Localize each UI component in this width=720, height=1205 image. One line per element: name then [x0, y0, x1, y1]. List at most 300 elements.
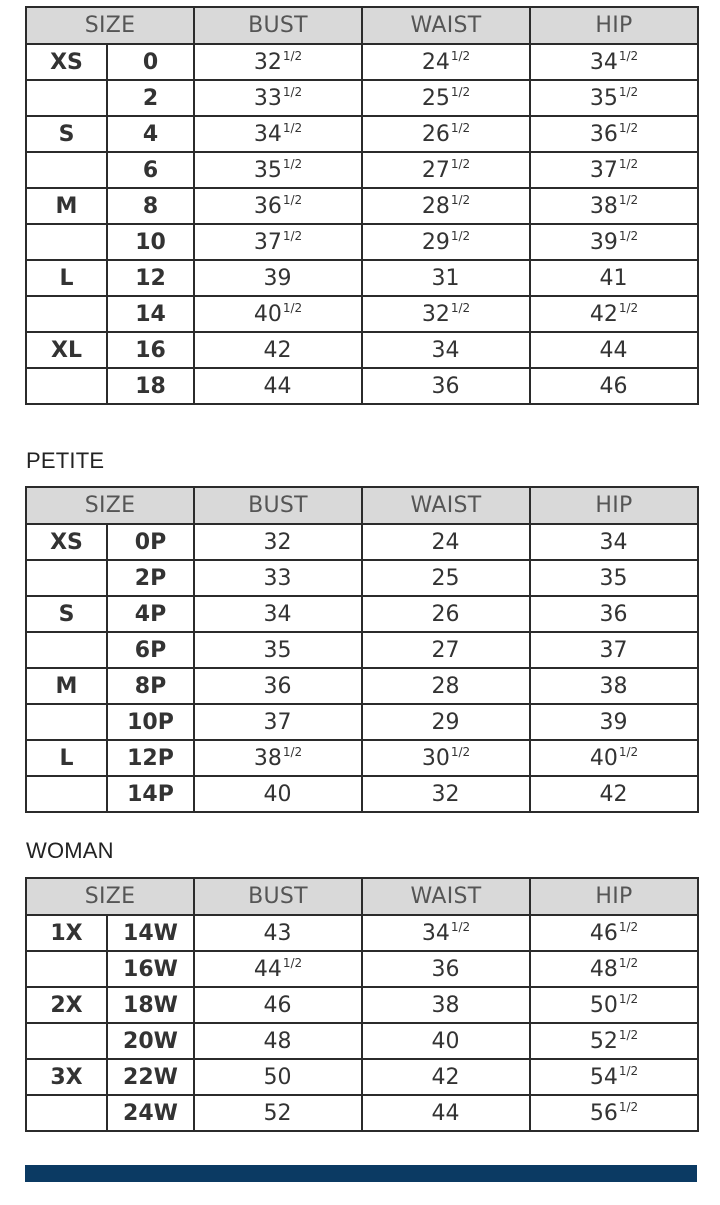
size-number-cell — [107, 632, 194, 668]
waist-cell — [362, 332, 530, 368]
bust-cell-fraction: 1/2 — [282, 157, 303, 171]
size-number-cell-value: 22W — [123, 1064, 178, 1090]
hip-cell — [530, 152, 698, 188]
table-row — [26, 915, 698, 951]
size-label-cell-value: XS — [50, 49, 83, 75]
bust-cell — [194, 915, 362, 951]
hip-cell — [530, 1059, 698, 1095]
size-number-cell — [107, 224, 194, 260]
table-row — [26, 260, 698, 296]
table-body — [26, 524, 698, 812]
hip-cell-value: 34 — [599, 530, 628, 555]
bust-cell — [194, 152, 362, 188]
waist-cell-fraction: 1/2 — [450, 157, 471, 171]
size-number-cell — [107, 987, 194, 1023]
size-number-cell-value: 20W — [123, 1028, 178, 1054]
size-label-cell — [26, 152, 107, 188]
hip-cell-value: 42 — [599, 782, 628, 807]
table-body — [26, 915, 698, 1131]
size-number-cell — [107, 116, 194, 152]
size-label-cell-value: 3X — [50, 1064, 83, 1090]
hip-cell-fraction: 1/2 — [618, 920, 639, 934]
table-row — [26, 560, 698, 596]
size-label-cell — [26, 951, 107, 987]
waist-cell — [362, 776, 530, 812]
size-number-cell-value: 2P — [134, 565, 167, 591]
bust-cell — [194, 368, 362, 404]
waist-cell-value: 29 — [421, 230, 450, 255]
waist-cell — [362, 632, 530, 668]
header-bust: BUST — [194, 878, 362, 915]
table-row — [26, 668, 698, 704]
hip-cell-fraction: 1/2 — [618, 1064, 639, 1078]
bust-cell — [194, 224, 362, 260]
size-label-cell — [26, 776, 107, 812]
bust-cell-value: 46 — [263, 993, 292, 1018]
bust-cell-value: 42 — [263, 338, 292, 363]
bust-cell — [194, 668, 362, 704]
hip-cell — [530, 632, 698, 668]
size-label-cell-value: S — [58, 601, 75, 627]
size-number-cell-value: 18W — [123, 992, 178, 1018]
header-hip: HIP — [530, 7, 698, 44]
bust-cell — [194, 1095, 362, 1131]
header-size: SIZE — [26, 487, 194, 524]
size-number-cell-value: 14W — [123, 920, 178, 946]
table-row — [26, 951, 698, 987]
waist-cell-value: 27 — [431, 638, 460, 663]
hip-cell-value: 34 — [589, 50, 618, 75]
size-label-cell — [26, 704, 107, 740]
bust-cell-value: 38 — [253, 746, 282, 771]
bust-cell-fraction: 1/2 — [282, 193, 303, 207]
bust-cell — [194, 80, 362, 116]
table-row — [26, 740, 698, 776]
waist-cell — [362, 152, 530, 188]
table-row — [26, 524, 698, 560]
table-row — [26, 632, 698, 668]
waist-cell — [362, 987, 530, 1023]
bust-cell — [194, 776, 362, 812]
size-number-cell-value: 4P — [134, 601, 167, 627]
header-waist: WAIST — [362, 487, 530, 524]
size-number-cell-value: 16W — [123, 956, 178, 982]
hip-cell-fraction: 1/2 — [618, 49, 639, 63]
waist-cell — [362, 188, 530, 224]
header-bust: BUST — [194, 487, 362, 524]
waist-cell — [362, 80, 530, 116]
size-table-petite — [25, 486, 699, 813]
bust-cell-value: 36 — [253, 194, 282, 219]
footer-bar — [25, 1165, 697, 1182]
hip-cell-fraction: 1/2 — [618, 157, 639, 171]
hip-cell — [530, 987, 698, 1023]
size-number-cell-value: 2 — [142, 85, 159, 111]
hip-cell — [530, 332, 698, 368]
waist-cell-value: 30 — [421, 746, 450, 771]
bust-cell-value: 44 — [253, 957, 282, 982]
table-row — [26, 1095, 698, 1131]
hip-cell-value: 35 — [589, 86, 618, 111]
size-number-cell — [107, 776, 194, 812]
size-number-cell — [107, 368, 194, 404]
bust-cell — [194, 260, 362, 296]
waist-cell-value: 25 — [421, 86, 450, 111]
size-label-cell — [26, 1023, 107, 1059]
bust-cell — [194, 116, 362, 152]
waist-cell — [362, 704, 530, 740]
size-label-cell-value: XL — [51, 337, 82, 363]
bust-cell-value: 36 — [263, 674, 292, 699]
size-label-cell — [26, 80, 107, 116]
hip-cell-value: 50 — [589, 993, 618, 1018]
size-number-cell — [107, 704, 194, 740]
header-hip: HIP — [530, 487, 698, 524]
hip-cell-fraction: 1/2 — [618, 956, 639, 970]
hip-cell — [530, 296, 698, 332]
size-table-woman — [25, 877, 699, 1132]
hip-cell-value: 39 — [599, 710, 628, 735]
size-label-cell-value: M — [55, 193, 78, 219]
header-size: SIZE — [26, 878, 194, 915]
bust-cell-fraction: 1/2 — [282, 229, 303, 243]
size-number-cell — [107, 260, 194, 296]
waist-cell — [362, 296, 530, 332]
size-label-cell — [26, 560, 107, 596]
hip-cell-fraction: 1/2 — [618, 229, 639, 243]
size-label-cell-value: L — [59, 265, 74, 291]
bust-cell — [194, 596, 362, 632]
bust-cell — [194, 560, 362, 596]
size-number-cell — [107, 668, 194, 704]
hip-cell-fraction: 1/2 — [618, 301, 639, 315]
bust-cell-value: 52 — [263, 1101, 292, 1126]
bust-cell-value: 48 — [263, 1029, 292, 1054]
table-row — [26, 44, 698, 80]
waist-cell-fraction: 1/2 — [450, 193, 471, 207]
size-number-cell — [107, 44, 194, 80]
waist-cell-value: 27 — [421, 158, 450, 183]
hip-cell-fraction: 1/2 — [618, 992, 639, 1006]
waist-cell — [362, 1095, 530, 1131]
size-table-misses — [25, 6, 699, 405]
hip-cell — [530, 915, 698, 951]
bust-cell — [194, 44, 362, 80]
bust-cell-value: 37 — [263, 710, 292, 735]
table-row — [26, 116, 698, 152]
table-row — [26, 296, 698, 332]
hip-cell-fraction: 1/2 — [618, 1100, 639, 1114]
waist-cell-value: 44 — [431, 1101, 460, 1126]
table-row — [26, 776, 698, 812]
waist-cell — [362, 260, 530, 296]
hip-cell-value: 46 — [599, 374, 628, 399]
waist-cell-fraction: 1/2 — [450, 229, 471, 243]
waist-cell-value: 26 — [421, 122, 450, 147]
bust-cell — [194, 524, 362, 560]
table-row — [26, 704, 698, 740]
waist-cell — [362, 116, 530, 152]
size-number-cell — [107, 1059, 194, 1095]
hip-cell — [530, 596, 698, 632]
size-label-cell — [26, 987, 107, 1023]
size-label-cell-value: L — [59, 745, 74, 771]
waist-cell-value: 28 — [421, 194, 450, 219]
size-number-cell-value: 6P — [134, 637, 167, 663]
bust-cell-fraction: 1/2 — [282, 301, 303, 315]
bust-cell — [194, 740, 362, 776]
size-number-cell-value: 14P — [127, 781, 174, 807]
size-number-cell — [107, 915, 194, 951]
bust-cell — [194, 1023, 362, 1059]
bust-cell-fraction: 1/2 — [282, 121, 303, 135]
header-bust: BUST — [194, 7, 362, 44]
header-waist: WAIST — [362, 7, 530, 44]
waist-cell-value: 24 — [431, 530, 460, 555]
bust-cell-value: 39 — [263, 266, 292, 291]
size-label-cell — [26, 1095, 107, 1131]
waist-cell-value: 32 — [431, 782, 460, 807]
table-row — [26, 224, 698, 260]
size-label-cell — [26, 740, 107, 776]
size-number-cell — [107, 332, 194, 368]
table-row — [26, 987, 698, 1023]
bust-cell — [194, 1059, 362, 1095]
waist-cell-value: 38 — [431, 993, 460, 1018]
bust-cell-value: 44 — [263, 374, 292, 399]
waist-cell — [362, 1023, 530, 1059]
size-label-cell — [26, 260, 107, 296]
size-label-cell — [26, 915, 107, 951]
waist-cell-value: 36 — [431, 957, 460, 982]
size-number-cell — [107, 188, 194, 224]
size-label-cell — [26, 44, 107, 80]
hip-cell-value: 38 — [589, 194, 618, 219]
header-size: SIZE — [26, 7, 194, 44]
bust-cell-value: 40 — [253, 302, 282, 327]
hip-cell — [530, 776, 698, 812]
hip-cell-value: 40 — [589, 746, 618, 771]
waist-cell-value: 26 — [431, 602, 460, 627]
bust-cell — [194, 332, 362, 368]
size-number-cell — [107, 596, 194, 632]
bust-cell-value: 33 — [263, 566, 292, 591]
size-number-cell-value: 14 — [135, 301, 166, 327]
waist-cell-value: 32 — [421, 302, 450, 327]
waist-cell-value: 28 — [431, 674, 460, 699]
hip-cell-value: 46 — [589, 921, 618, 946]
waist-cell — [362, 44, 530, 80]
hip-cell — [530, 704, 698, 740]
hip-cell-value: 36 — [589, 122, 618, 147]
size-label-cell — [26, 596, 107, 632]
size-number-cell — [107, 296, 194, 332]
waist-cell-value: 34 — [421, 921, 450, 946]
table-row — [26, 152, 698, 188]
bust-cell-fraction: 1/2 — [282, 49, 303, 63]
hip-cell-value: 42 — [589, 302, 618, 327]
section-title-petite: PETITE — [26, 448, 105, 473]
hip-cell — [530, 224, 698, 260]
waist-cell — [362, 740, 530, 776]
waist-cell-value: 40 — [431, 1029, 460, 1054]
size-number-cell-value: 12P — [127, 745, 174, 771]
bust-cell-fraction: 1/2 — [282, 956, 303, 970]
size-label-cell — [26, 188, 107, 224]
hip-cell — [530, 116, 698, 152]
hip-cell-value: 38 — [599, 674, 628, 699]
table-header-row — [26, 487, 698, 524]
size-number-cell — [107, 951, 194, 987]
size-label-cell — [26, 332, 107, 368]
size-number-cell-value: 12 — [135, 265, 166, 291]
hip-cell — [530, 1023, 698, 1059]
bust-cell — [194, 987, 362, 1023]
waist-cell — [362, 224, 530, 260]
hip-cell — [530, 1095, 698, 1131]
bust-cell-fraction: 1/2 — [282, 85, 303, 99]
hip-cell — [530, 524, 698, 560]
size-label-cell — [26, 1059, 107, 1095]
size-label-cell — [26, 668, 107, 704]
waist-cell — [362, 951, 530, 987]
table-body — [26, 44, 698, 404]
bust-cell-value: 40 — [263, 782, 292, 807]
size-label-cell-value: XS — [50, 529, 83, 555]
size-label-cell — [26, 296, 107, 332]
size-number-cell-value: 18 — [135, 373, 166, 399]
hip-cell-fraction: 1/2 — [618, 745, 639, 759]
hip-cell-value: 54 — [589, 1065, 618, 1090]
waist-cell-fraction: 1/2 — [450, 85, 471, 99]
waist-cell-value: 25 — [431, 566, 460, 591]
hip-cell — [530, 668, 698, 704]
waist-cell-value: 34 — [431, 338, 460, 363]
waist-cell — [362, 668, 530, 704]
waist-cell-value: 24 — [421, 50, 450, 75]
hip-cell-value: 56 — [589, 1101, 618, 1126]
waist-cell-value: 29 — [431, 710, 460, 735]
hip-cell-value: 41 — [599, 266, 628, 291]
bust-cell-value: 34 — [263, 602, 292, 627]
table-row — [26, 1059, 698, 1095]
size-number-cell-value: 4 — [142, 121, 159, 147]
hip-cell — [530, 368, 698, 404]
bust-cell-value: 43 — [263, 921, 292, 946]
bust-cell — [194, 632, 362, 668]
bust-cell-fraction: 1/2 — [282, 745, 303, 759]
size-number-cell — [107, 740, 194, 776]
table-row — [26, 188, 698, 224]
size-label-cell-value: 1X — [50, 920, 83, 946]
bust-cell-value: 37 — [253, 230, 282, 255]
table-row — [26, 596, 698, 632]
hip-cell-fraction: 1/2 — [618, 193, 639, 207]
waist-cell-fraction: 1/2 — [450, 49, 471, 63]
bust-cell-value: 32 — [253, 50, 282, 75]
waist-cell — [362, 915, 530, 951]
hip-cell-value: 52 — [589, 1029, 618, 1054]
waist-cell — [362, 1059, 530, 1095]
size-number-cell — [107, 1023, 194, 1059]
size-number-cell-value: 10 — [135, 229, 166, 255]
bust-cell-value: 50 — [263, 1065, 292, 1090]
hip-cell-value: 37 — [589, 158, 618, 183]
size-number-cell-value: 0P — [134, 529, 167, 555]
hip-cell — [530, 260, 698, 296]
hip-cell — [530, 740, 698, 776]
size-number-cell-value: 24W — [123, 1100, 178, 1126]
bust-cell — [194, 704, 362, 740]
hip-cell-fraction: 1/2 — [618, 1028, 639, 1042]
header-waist: WAIST — [362, 878, 530, 915]
size-number-cell — [107, 1095, 194, 1131]
size-label-cell-value: 2X — [50, 992, 83, 1018]
hip-cell-value: 36 — [599, 602, 628, 627]
table-row — [26, 1023, 698, 1059]
hip-cell-value: 48 — [589, 957, 618, 982]
hip-cell-value: 39 — [589, 230, 618, 255]
hip-cell — [530, 44, 698, 80]
size-label-cell — [26, 524, 107, 560]
bust-cell — [194, 188, 362, 224]
waist-cell — [362, 596, 530, 632]
hip-cell — [530, 951, 698, 987]
size-label-cell — [26, 368, 107, 404]
size-number-cell-value: 10P — [127, 709, 174, 735]
hip-cell — [530, 188, 698, 224]
size-label-cell-value: S — [58, 121, 75, 147]
bust-cell — [194, 296, 362, 332]
waist-cell-value: 36 — [431, 374, 460, 399]
waist-cell-fraction: 1/2 — [450, 301, 471, 315]
waist-cell-fraction: 1/2 — [450, 920, 471, 934]
waist-cell — [362, 560, 530, 596]
bust-cell-value: 32 — [263, 530, 292, 555]
size-number-cell-value: 6 — [142, 157, 159, 183]
hip-cell-value: 37 — [599, 638, 628, 663]
size-label-cell-value: M — [55, 673, 78, 699]
waist-cell — [362, 524, 530, 560]
size-number-cell — [107, 560, 194, 596]
waist-cell-fraction: 1/2 — [450, 121, 471, 135]
hip-cell — [530, 560, 698, 596]
header-hip: HIP — [530, 878, 698, 915]
waist-cell — [362, 368, 530, 404]
hip-cell-fraction: 1/2 — [618, 121, 639, 135]
section-title-woman: WOMAN — [26, 838, 114, 863]
hip-cell — [530, 80, 698, 116]
bust-cell-value: 35 — [253, 158, 282, 183]
table-row — [26, 368, 698, 404]
bust-cell-value: 33 — [253, 86, 282, 111]
size-number-cell-value: 8P — [134, 673, 167, 699]
table-header-row — [26, 878, 698, 915]
size-label-cell — [26, 632, 107, 668]
hip-cell-value: 44 — [599, 338, 628, 363]
bust-cell-value: 35 — [263, 638, 292, 663]
table-row — [26, 80, 698, 116]
hip-cell-value: 35 — [599, 566, 628, 591]
size-number-cell — [107, 524, 194, 560]
hip-cell-fraction: 1/2 — [618, 85, 639, 99]
bust-cell-value: 34 — [253, 122, 282, 147]
size-label-cell — [26, 224, 107, 260]
size-number-cell — [107, 80, 194, 116]
size-number-cell-value: 0 — [142, 49, 159, 75]
table-header-row — [26, 7, 698, 44]
size-number-cell-value: 16 — [135, 337, 166, 363]
